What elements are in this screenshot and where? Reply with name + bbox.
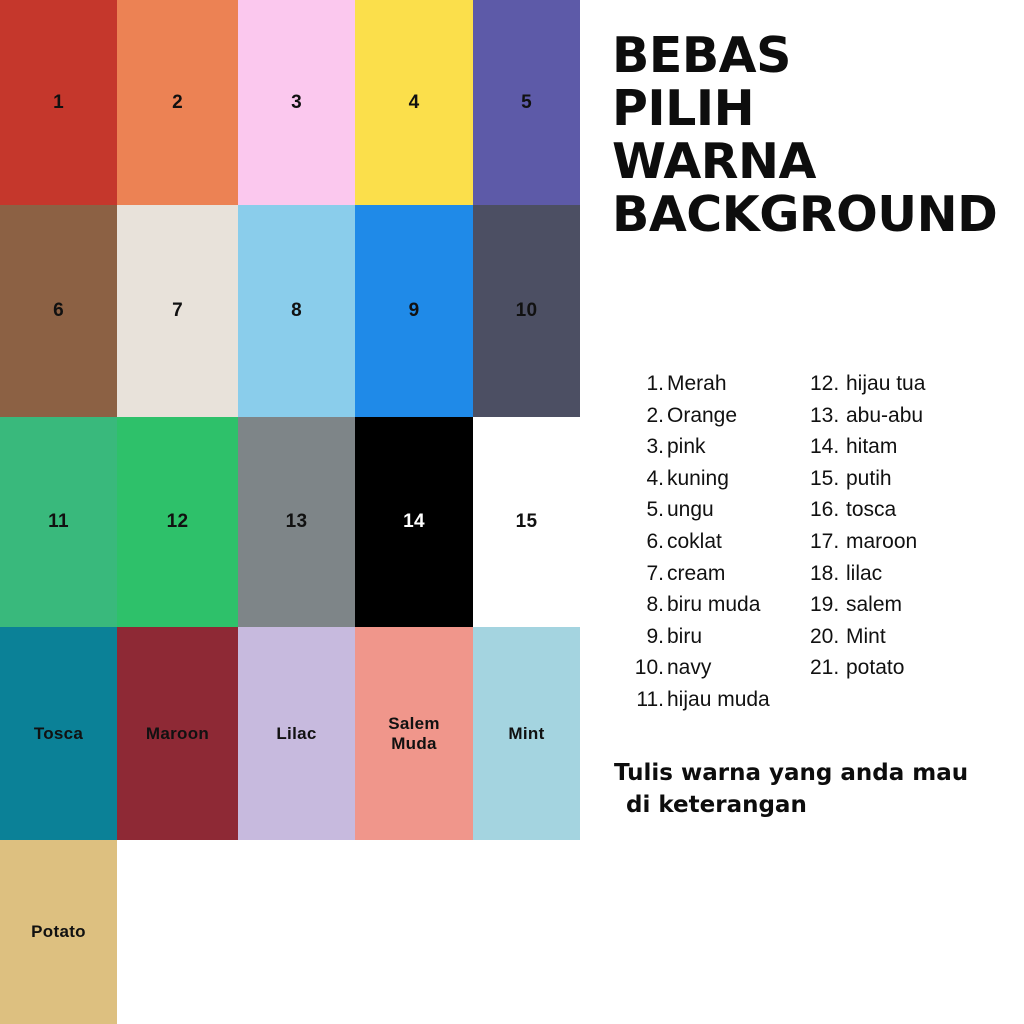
legend-item — [810, 652, 1010, 684]
legend-item — [810, 621, 1010, 653]
footer-note — [614, 758, 1024, 821]
legend-item-name: putih — [846, 466, 892, 490]
legend-column-left — [630, 368, 810, 716]
color-legend — [630, 368, 1024, 716]
legend-item-name: navy — [667, 656, 712, 680]
legend-item-number: 6. — [646, 529, 664, 553]
legend-item-name: hijau muda — [667, 687, 770, 711]
color-swatch[interactable] — [117, 417, 238, 627]
legend-item-number: 15. — [810, 466, 840, 490]
headline-line-3: WARNA — [612, 132, 816, 190]
color-swatch[interactable] — [355, 627, 473, 840]
swatch-label: 10 — [515, 300, 538, 322]
headline-line-2: PILIH — [612, 79, 755, 137]
swatch-label: Maroon — [145, 723, 210, 743]
legend-item — [630, 494, 810, 526]
legend-item-name: Merah — [667, 372, 727, 395]
color-swatch[interactable] — [117, 205, 238, 417]
legend-item-name: hijau tua — [846, 372, 926, 395]
footer-note-line-1: Tulis warna yang anda mau — [614, 760, 969, 786]
legend-item — [630, 368, 810, 400]
legend-item — [810, 400, 1010, 432]
color-swatch[interactable] — [473, 627, 580, 840]
legend-item — [630, 621, 810, 653]
swatch-label: 2 — [172, 91, 183, 113]
swatch-label: Potato — [31, 922, 86, 942]
color-swatch[interactable] — [238, 627, 355, 840]
legend-item — [630, 400, 810, 432]
legend-item — [810, 526, 1010, 558]
legend-item — [810, 494, 1010, 526]
headline-line-4: BACKGROUND — [612, 185, 998, 243]
swatch-label: 6 — [53, 300, 64, 322]
swatch-label: 3 — [291, 91, 302, 113]
legend-item — [810, 431, 1010, 463]
legend-item-number: 2. — [646, 403, 664, 427]
legend-item-name: biru muda — [667, 593, 761, 617]
swatch-label: 15 — [515, 511, 538, 533]
legend-item-number: 3. — [646, 435, 664, 459]
legend-item-name: biru — [667, 624, 703, 648]
legend-item-number: 17. — [810, 529, 840, 553]
color-swatch[interactable] — [355, 417, 473, 627]
legend-item — [630, 558, 810, 590]
legend-item-name: ungu — [667, 498, 714, 522]
legend-item-name: tosca — [846, 498, 897, 522]
legend-item-name: pink — [667, 435, 706, 459]
color-swatch[interactable] — [238, 0, 355, 205]
legend-item-number: 18. — [810, 561, 840, 585]
legend-item — [630, 463, 810, 495]
right-info-panel — [608, 0, 1024, 1024]
swatch-label: 7 — [172, 300, 183, 322]
legend-item-number: 19. — [810, 593, 840, 617]
color-swatch[interactable] — [473, 0, 580, 205]
legend-item-number: 14. — [810, 435, 840, 459]
swatch-label: 12 — [166, 511, 189, 533]
swatch-label: 13 — [285, 511, 308, 533]
swatch-label: 11 — [48, 511, 69, 533]
legend-item — [810, 589, 1010, 621]
legend-item — [630, 431, 810, 463]
color-swatch[interactable] — [473, 417, 580, 627]
legend-item — [630, 526, 810, 558]
legend-item-name: Mint — [846, 624, 886, 648]
swatch-label: Lilac — [276, 723, 317, 743]
swatch-label: 1 — [53, 91, 64, 113]
legend-item — [630, 589, 810, 621]
legend-item-name: maroon — [846, 529, 918, 553]
color-swatch[interactable] — [0, 627, 117, 840]
legend-item — [630, 684, 810, 716]
legend-item-name: potato — [846, 656, 905, 680]
legend-item-number: 20. — [810, 624, 840, 648]
color-swatch[interactable] — [473, 205, 580, 417]
legend-item-name: cream — [667, 561, 726, 585]
legend-item — [810, 463, 1010, 495]
color-swatch[interactable] — [0, 840, 117, 1024]
legend-item-number: 9. — [646, 624, 664, 648]
swatch-label: 8 — [291, 300, 302, 322]
color-swatch[interactable] — [0, 417, 117, 627]
legend-item — [630, 652, 810, 684]
legend-item — [810, 368, 1010, 400]
legend-item-number: 4. — [646, 466, 664, 490]
swatch-label: Salem Muda — [388, 713, 440, 753]
color-swatch[interactable] — [0, 205, 117, 417]
legend-item-name: salem — [846, 593, 903, 617]
swatch-label: 4 — [408, 91, 420, 113]
legend-item-name: Orange — [667, 403, 738, 427]
swatch-label: 5 — [521, 91, 532, 113]
legend-item-number: 5. — [646, 498, 664, 522]
legend-item-number: 10. — [634, 656, 664, 680]
legend-item-number: 8. — [646, 593, 664, 617]
headline-line-1: BEBAS — [612, 27, 791, 84]
legend-item-number: 7. — [646, 561, 664, 585]
color-swatch[interactable] — [355, 205, 473, 417]
footer-note-line-2: di keterangan — [626, 791, 807, 818]
legend-column-right — [810, 368, 1010, 716]
color-swatch[interactable] — [238, 417, 355, 627]
color-swatch[interactable] — [238, 205, 355, 417]
legend-item-name: lilac — [846, 561, 883, 585]
headline — [612, 27, 1024, 243]
color-swatch[interactable] — [355, 0, 473, 205]
color-swatch[interactable] — [117, 0, 238, 205]
legend-item-number: 11. — [636, 687, 664, 711]
legend-item-name: coklat — [667, 529, 722, 553]
swatch-label: 14 — [403, 511, 425, 533]
legend-item-name: abu-abu — [846, 403, 924, 427]
legend-item-number: 1. — [646, 372, 664, 395]
legend-item-number: 16. — [810, 498, 840, 522]
legend-item-name: hitam — [846, 435, 898, 459]
color-swatch[interactable] — [0, 0, 117, 205]
legend-item-name: kuning — [667, 466, 729, 490]
swatch-label: Mint — [508, 723, 545, 743]
legend-item-number: 12. — [810, 372, 840, 395]
legend-item-number: 13. — [810, 403, 840, 427]
legend-item — [810, 558, 1010, 590]
legend-item-number: 21. — [810, 656, 840, 680]
swatch-label: Tosca — [33, 723, 84, 743]
swatch-label: 9 — [408, 300, 420, 322]
color-swatch[interactable] — [117, 627, 238, 840]
